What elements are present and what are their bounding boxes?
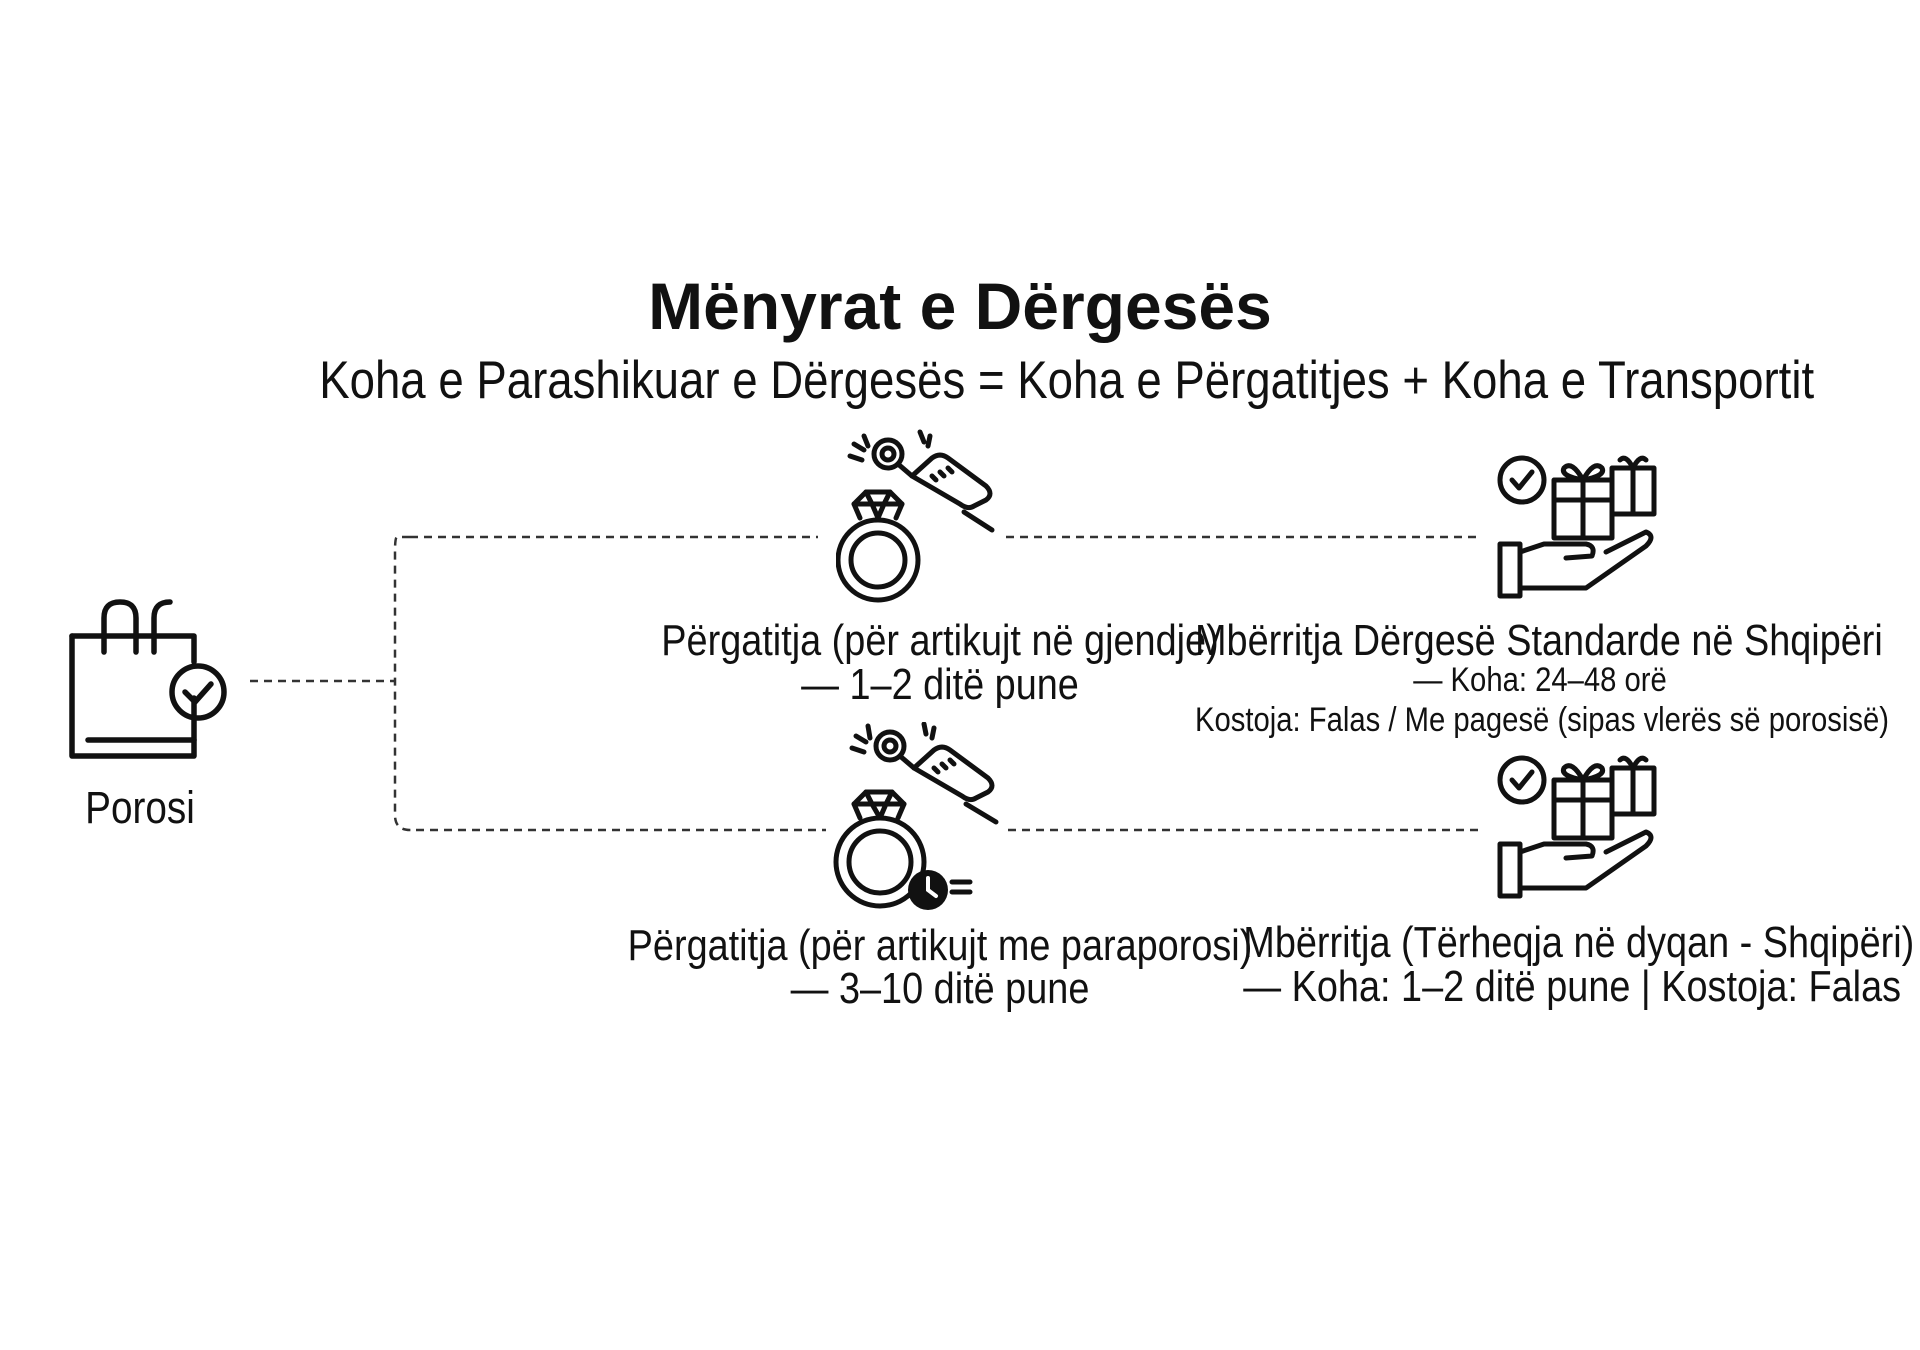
- prep-preorder-time: — 3–10 ditë pune: [790, 964, 1090, 1013]
- prep-preorder-title: Përgatitja (për artikujt me paraporosi): [627, 921, 1253, 970]
- connector-bracket: [395, 537, 416, 830]
- diagram-title: Mënyrat e Dërgesës: [648, 269, 1272, 343]
- shopping-bag-check-icon: [66, 596, 236, 766]
- arrival-standard-cost: Kostoja: Falas / Me pagesë (sipas vlerës së porosisë): [1195, 701, 1889, 739]
- arrival-pickup-time-cost: — Koha: 1–2 ditë pune | Kostoja: Falas: [1243, 962, 1902, 1011]
- arrival-pickup-title: Mbërritja (Tërheqja në dyqan - Shqipëri): [1243, 918, 1915, 967]
- ring-inspection-icon: [836, 428, 1006, 608]
- prep-in-stock-time: — 1–2 ditë pune: [801, 660, 1079, 709]
- ring-clock-icon: [828, 722, 1008, 922]
- prep-in-stock-title: Përgatitja (për artikujt në gjendje): [661, 616, 1219, 665]
- hand-gift-check-icon: [1494, 752, 1664, 902]
- delivery-time-formula: Koha e Parashikuar e Dërgesës = Koha e Përgatitjes + Koha e Transportit: [319, 351, 1815, 410]
- arrival-standard-time: — Koha: 24–48 orë: [1413, 661, 1667, 699]
- order-label: Porosi: [85, 782, 195, 833]
- arrival-standard-title: Mbërritja Dërgesë Standarde në Shqipëri: [1195, 616, 1883, 665]
- hand-gift-check-icon: [1494, 452, 1664, 602]
